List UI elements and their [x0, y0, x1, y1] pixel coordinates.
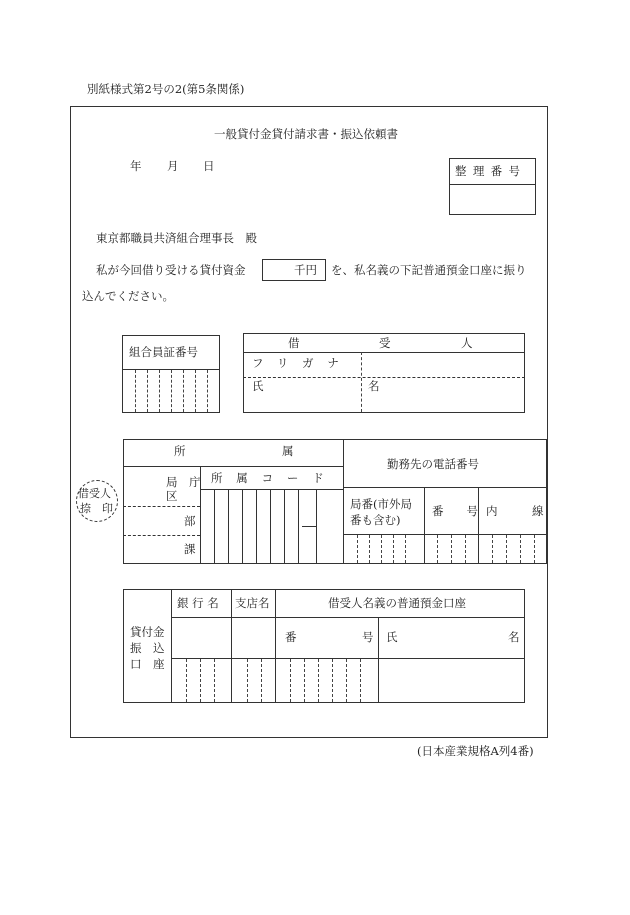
account-number-label-2: 号: [362, 630, 374, 644]
member-number-label: 組合員証番号: [129, 345, 198, 359]
branch-name-label: 支店名: [235, 596, 270, 610]
bank-left-label-3: 口 座: [130, 657, 165, 671]
affiliation-header-1: 所: [174, 444, 186, 458]
request-text-1: 私が今回借り受ける貸付資金: [96, 263, 246, 277]
phone-header: 勤務先の電話番号: [387, 457, 479, 471]
affiliation-code-label: 所属コード: [211, 471, 338, 485]
affiliation-code-field[interactable]: [202, 491, 342, 563]
extension-label: 内 線: [486, 504, 544, 518]
standard-note: (日本産業規格A列4番): [417, 744, 534, 758]
area-code-label-2: 番も含む): [350, 513, 401, 527]
branch-name-field[interactable]: [233, 660, 274, 702]
form-title: 一般貸付金貸付請求書・振込依頼書: [214, 127, 398, 141]
account-name-field[interactable]: [380, 660, 524, 702]
account-number-field[interactable]: [277, 660, 377, 702]
borrower-header-1: 借: [288, 336, 300, 350]
request-text-2: を、私名義の下記普通預金口座に振り: [331, 263, 527, 277]
ku-label: 区: [166, 489, 178, 503]
bank-name-label: 銀 行 名: [177, 596, 219, 610]
account-given-name-label: 名: [508, 630, 520, 644]
phone-number-field[interactable]: [345, 536, 545, 562]
bank-left-label-1: 貸付金: [130, 625, 165, 639]
affiliation-header-2: 属: [282, 444, 294, 458]
surname-label: 氏: [252, 379, 264, 393]
addressee: 東京都職員共済組合理事長 殿: [96, 231, 257, 245]
date-day-label: 日: [203, 159, 215, 173]
account-header: 借受人名義の普通預金口座: [328, 596, 466, 610]
furigana-label: フリガナ: [252, 356, 353, 370]
request-text-3: 込んでください。: [82, 289, 174, 303]
member-number-field[interactable]: [124, 371, 218, 411]
date-year-label: 年: [130, 159, 142, 173]
area-code-label-1: 局番(市外局: [350, 497, 412, 511]
borrower-header-2: 受: [379, 336, 391, 350]
seal-label-1: 借受人: [78, 487, 111, 500]
reference-number-field[interactable]: [451, 187, 534, 212]
account-number-label-1: 番: [285, 630, 297, 644]
date-month-label: 月: [167, 159, 179, 173]
amount-unit: 千円: [294, 263, 317, 277]
account-surname-label: 氏: [386, 630, 398, 644]
borrower-header-3: 人: [461, 336, 473, 350]
reference-number-label: 整理番号: [455, 164, 527, 178]
seal-label-2: 捺 印: [80, 502, 113, 515]
given-name-label: 名: [368, 379, 380, 393]
borrower-name-field[interactable]: [275, 379, 357, 411]
ka-label: 課: [184, 542, 196, 556]
kyoku-label: 局 庁: [166, 475, 201, 489]
bank-left-label-2: 振 込: [130, 641, 165, 655]
number-label: 番 号: [432, 504, 478, 518]
form-number: 別紙様式第2号の2(第5条関係): [87, 82, 245, 96]
bank-name-field[interactable]: [173, 660, 229, 702]
bu-label: 部: [184, 514, 196, 528]
